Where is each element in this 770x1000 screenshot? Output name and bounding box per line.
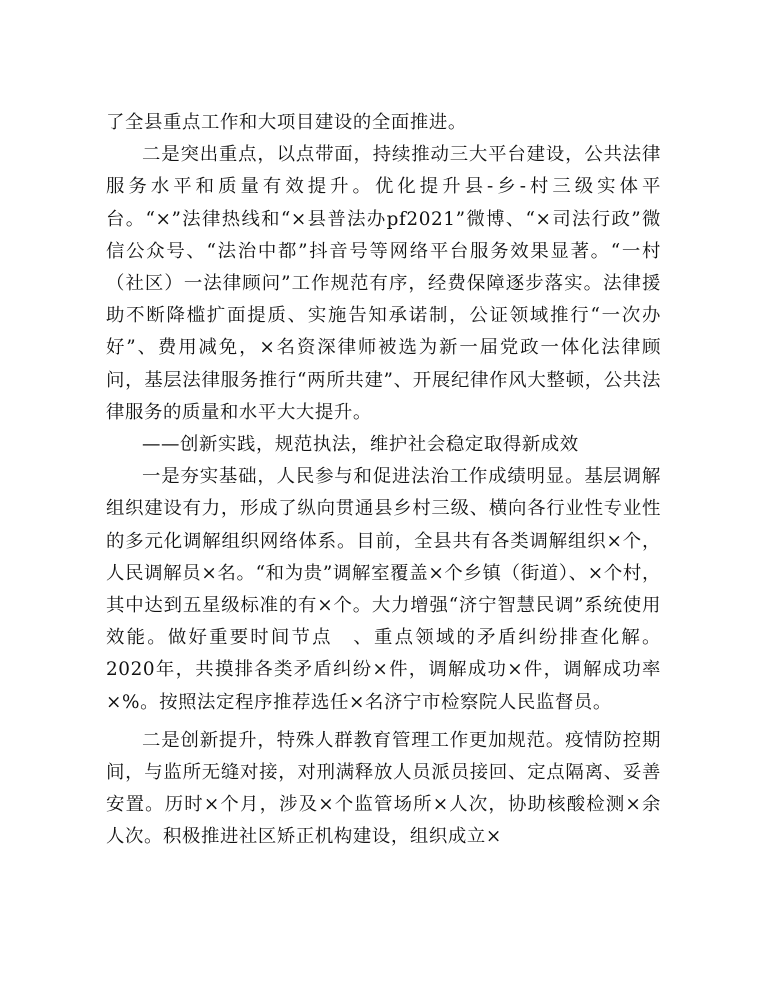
section-heading: ——创新实践，规范执法，维护社会稳定取得新成效	[142, 434, 579, 456]
paragraph-special-groups: 二是创新提升，特殊人群教育管理工作更加规范。疫情防控期间，与监所无缝对接，对刑满释放人员派员接回、定点隔离、妥善安置。历时×个月，涉及×个监管场所×人次，协助核酸检测×余人次。积极推进社区矫正机构建设，组织成立×	[106, 729, 661, 848]
paragraph-mediation: 一是夯实基础，人民参与和促进法治工作成绩明显。基层调解组织建设有力，形成了纵向贯通县乡村三级、横向各行业性专业性的多元化调解组织网络体系。目前，全县共有各类调解组织×个，人民调解员×名。“和为贵”调解室覆盖×个乡镇（街道）、×个村，其中达到五星级标准的有×个。大力增强“济宁智慧民调”系统使用效能。做好重要时间节点 、重点领域的矛盾纠纷排查化解。2020年，共摸排各类矛盾纠纷×件，调解成功×件，调解成功率×%。按照法定程序推荐选任×名济宁市检察院人民监督员。	[106, 466, 661, 713]
document-body	[106, 107, 661, 854]
paragraph-public-legal-services: 二是突出重点，以点带面，持续推动三大平台建设，公共法律服务水平和质量有效提升。优化提升县-乡-村三级实体平台。“×”法律热线和“×县普法办pf2021”微博、“×司法行政”微信公众号、“法治中都”抖音号等网络平台服务效果显著。“一村（社区）一法律顾问”工作规范有序，经费保障逐步落实。法律援助不断降槛扩面提质、实施告知承诺制，公证领域推行“一次办好”、费用减免，×名资深律师被选为新一届党政一体化法律顾问，基层法律服务推行“两所共建”、开展纪律作风大整顿，公共法律服务的质量和水平大大提升。	[106, 144, 661, 423]
paragraph-continuation: 了全县重点工作和大项目建设的全面推进。	[106, 112, 467, 133]
